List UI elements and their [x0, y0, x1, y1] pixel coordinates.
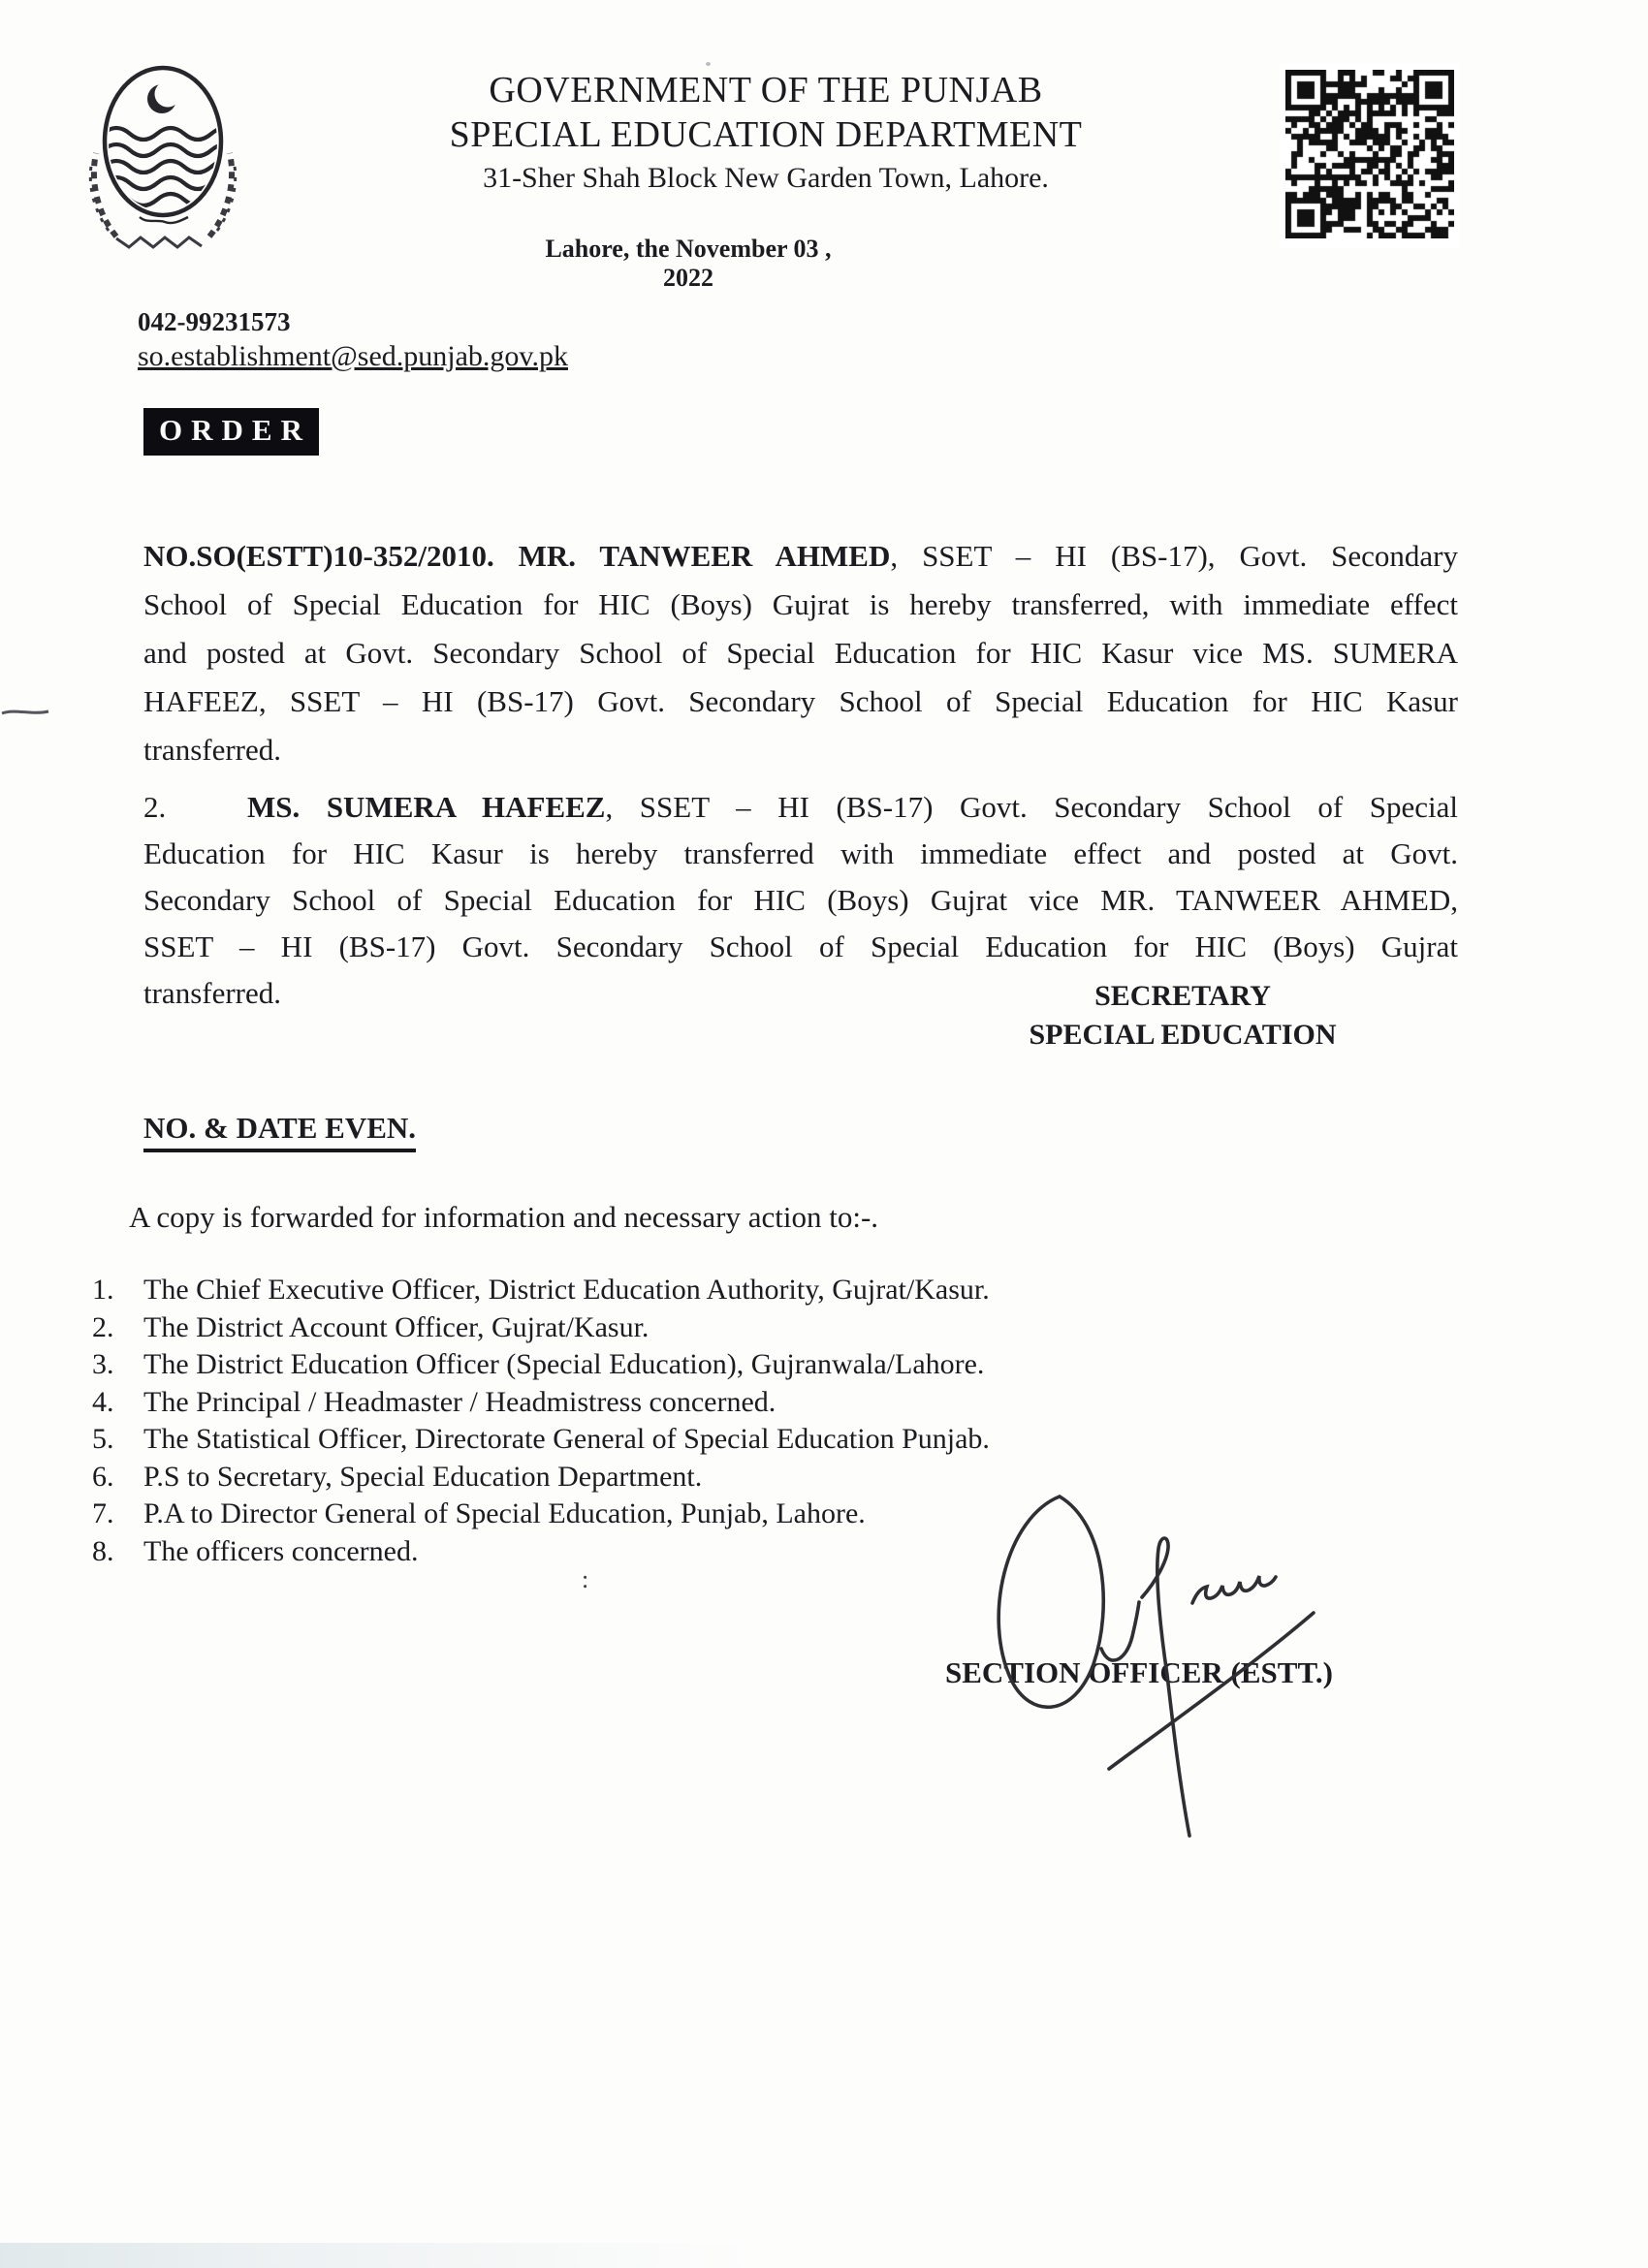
item-text: The District Education Officer (Special Education), Gujranwala/Lahore. — [143, 1348, 985, 1380]
list-item — [92, 1421, 1304, 1459]
stray-ink-mark: : — [582, 1565, 589, 1593]
dateline: Lahore, the November 03 , 2022 — [545, 235, 832, 292]
item-text: The officers concerned. — [143, 1534, 419, 1567]
item-text: The Principal / Headmaster / Headmistress concerned. — [143, 1385, 776, 1418]
authority-title-line2: SPECIAL EDUCATION — [1029, 1019, 1337, 1051]
list-item — [92, 1346, 1304, 1384]
list-item — [92, 1384, 1304, 1422]
case-reference-and-name: NO.SO(ESTT)10-352/2010. MR. TANWEER AHMED — [143, 539, 891, 573]
org-address: 31-Sher Shah Block New Garden Town, Lahore. — [483, 162, 1049, 194]
qr-code — [1280, 64, 1460, 248]
item-number: 5. — [92, 1423, 114, 1455]
item-text: The Statistical Officer, Directorate General of Special Education Punjab. — [143, 1423, 990, 1455]
paragraph-2-number: 2. — [143, 790, 167, 824]
item-number: 3. — [92, 1348, 114, 1380]
scan-speck — [706, 62, 711, 66]
paragraph-2-text: , SSET – HI (BS-17) Govt. Secondary School of Special Education for HIC Kasur is hereby transferred with immediate effect and posted at Govt. Secondary School of Special Education for HIC (Boys) Gujrat vice MR. TANWEER AHMED, SSET – HI (BS-17) Govt. Secondary School of Special Education for HIC (Boys) Gujrat transferred. — [143, 790, 1458, 1010]
contact-block — [138, 306, 568, 376]
punjab-government-crest-logo — [87, 56, 240, 258]
officer-name: MS. SUMERA HAFEEZ — [247, 790, 606, 824]
urdu-motto-scribble — [140, 217, 188, 223]
org-name-line1: GOVERNMENT OF THE PUNJAB — [489, 70, 1043, 110]
item-text: P.S to Secretary, Special Education Department. — [143, 1460, 703, 1493]
list-item — [92, 1309, 1304, 1347]
item-text: P.A to Director General of Special Education, Punjab, Lahore. — [143, 1497, 866, 1529]
authority-signoff — [969, 977, 1396, 1055]
margin-dash-mark — [0, 704, 52, 721]
paragraph-1-text: , SSET – HI (BS-17), Govt. Secondary School of Special Education for HIC (Boys) Gujrat is hereby transferred, with immediate effect and posted at Govt. Secondary School of Special Education for HIC Kasur vice MS. SUMERA HAFEEZ, SSET – HI (BS-17) Govt. Secondary School of Special Education for HIC Kasur transferred. — [143, 539, 1458, 767]
item-number: 2. — [92, 1310, 114, 1343]
copy-forwarded-line: A copy is forwarded for information and necessary action to:-. — [129, 1200, 879, 1234]
list-item — [92, 1272, 1304, 1309]
handwritten-signature — [977, 1489, 1318, 1849]
email-link[interactable]: so.establishment@sed.punjab.gov.pk — [138, 340, 568, 372]
crescent-icon — [147, 81, 181, 114]
letterhead — [349, 68, 1183, 199]
order-paragraph-1 — [143, 532, 1458, 774]
ref-heading: NO. & DATE EVEN. — [143, 1111, 416, 1152]
item-text: The Chief Executive Officer, District Education Authority, Gujrat/Kasur. — [143, 1274, 990, 1306]
crest-icon — [87, 56, 240, 258]
qr-code-pattern — [1285, 70, 1454, 238]
wheat-wreath-icon — [90, 153, 235, 247]
signature-title: SECTION OFFICER (ESTT.) — [945, 1655, 1333, 1689]
scan-edge-smudge — [0, 2243, 756, 2268]
order-heading: ORDER — [143, 408, 319, 456]
phone-number: 042-99231573 — [138, 307, 291, 336]
item-text: The District Account Officer, Gujrat/Kasur. — [143, 1310, 650, 1343]
org-name-line2: SPECIAL EDUCATION DEPARTMENT — [449, 114, 1083, 155]
item-number: 7. — [92, 1497, 114, 1529]
item-number: 4. — [92, 1385, 114, 1418]
authority-title-line1: SECRETARY — [1094, 980, 1271, 1012]
item-number: 6. — [92, 1460, 114, 1493]
item-number: 8. — [92, 1534, 114, 1567]
item-number: 1. — [92, 1274, 114, 1306]
